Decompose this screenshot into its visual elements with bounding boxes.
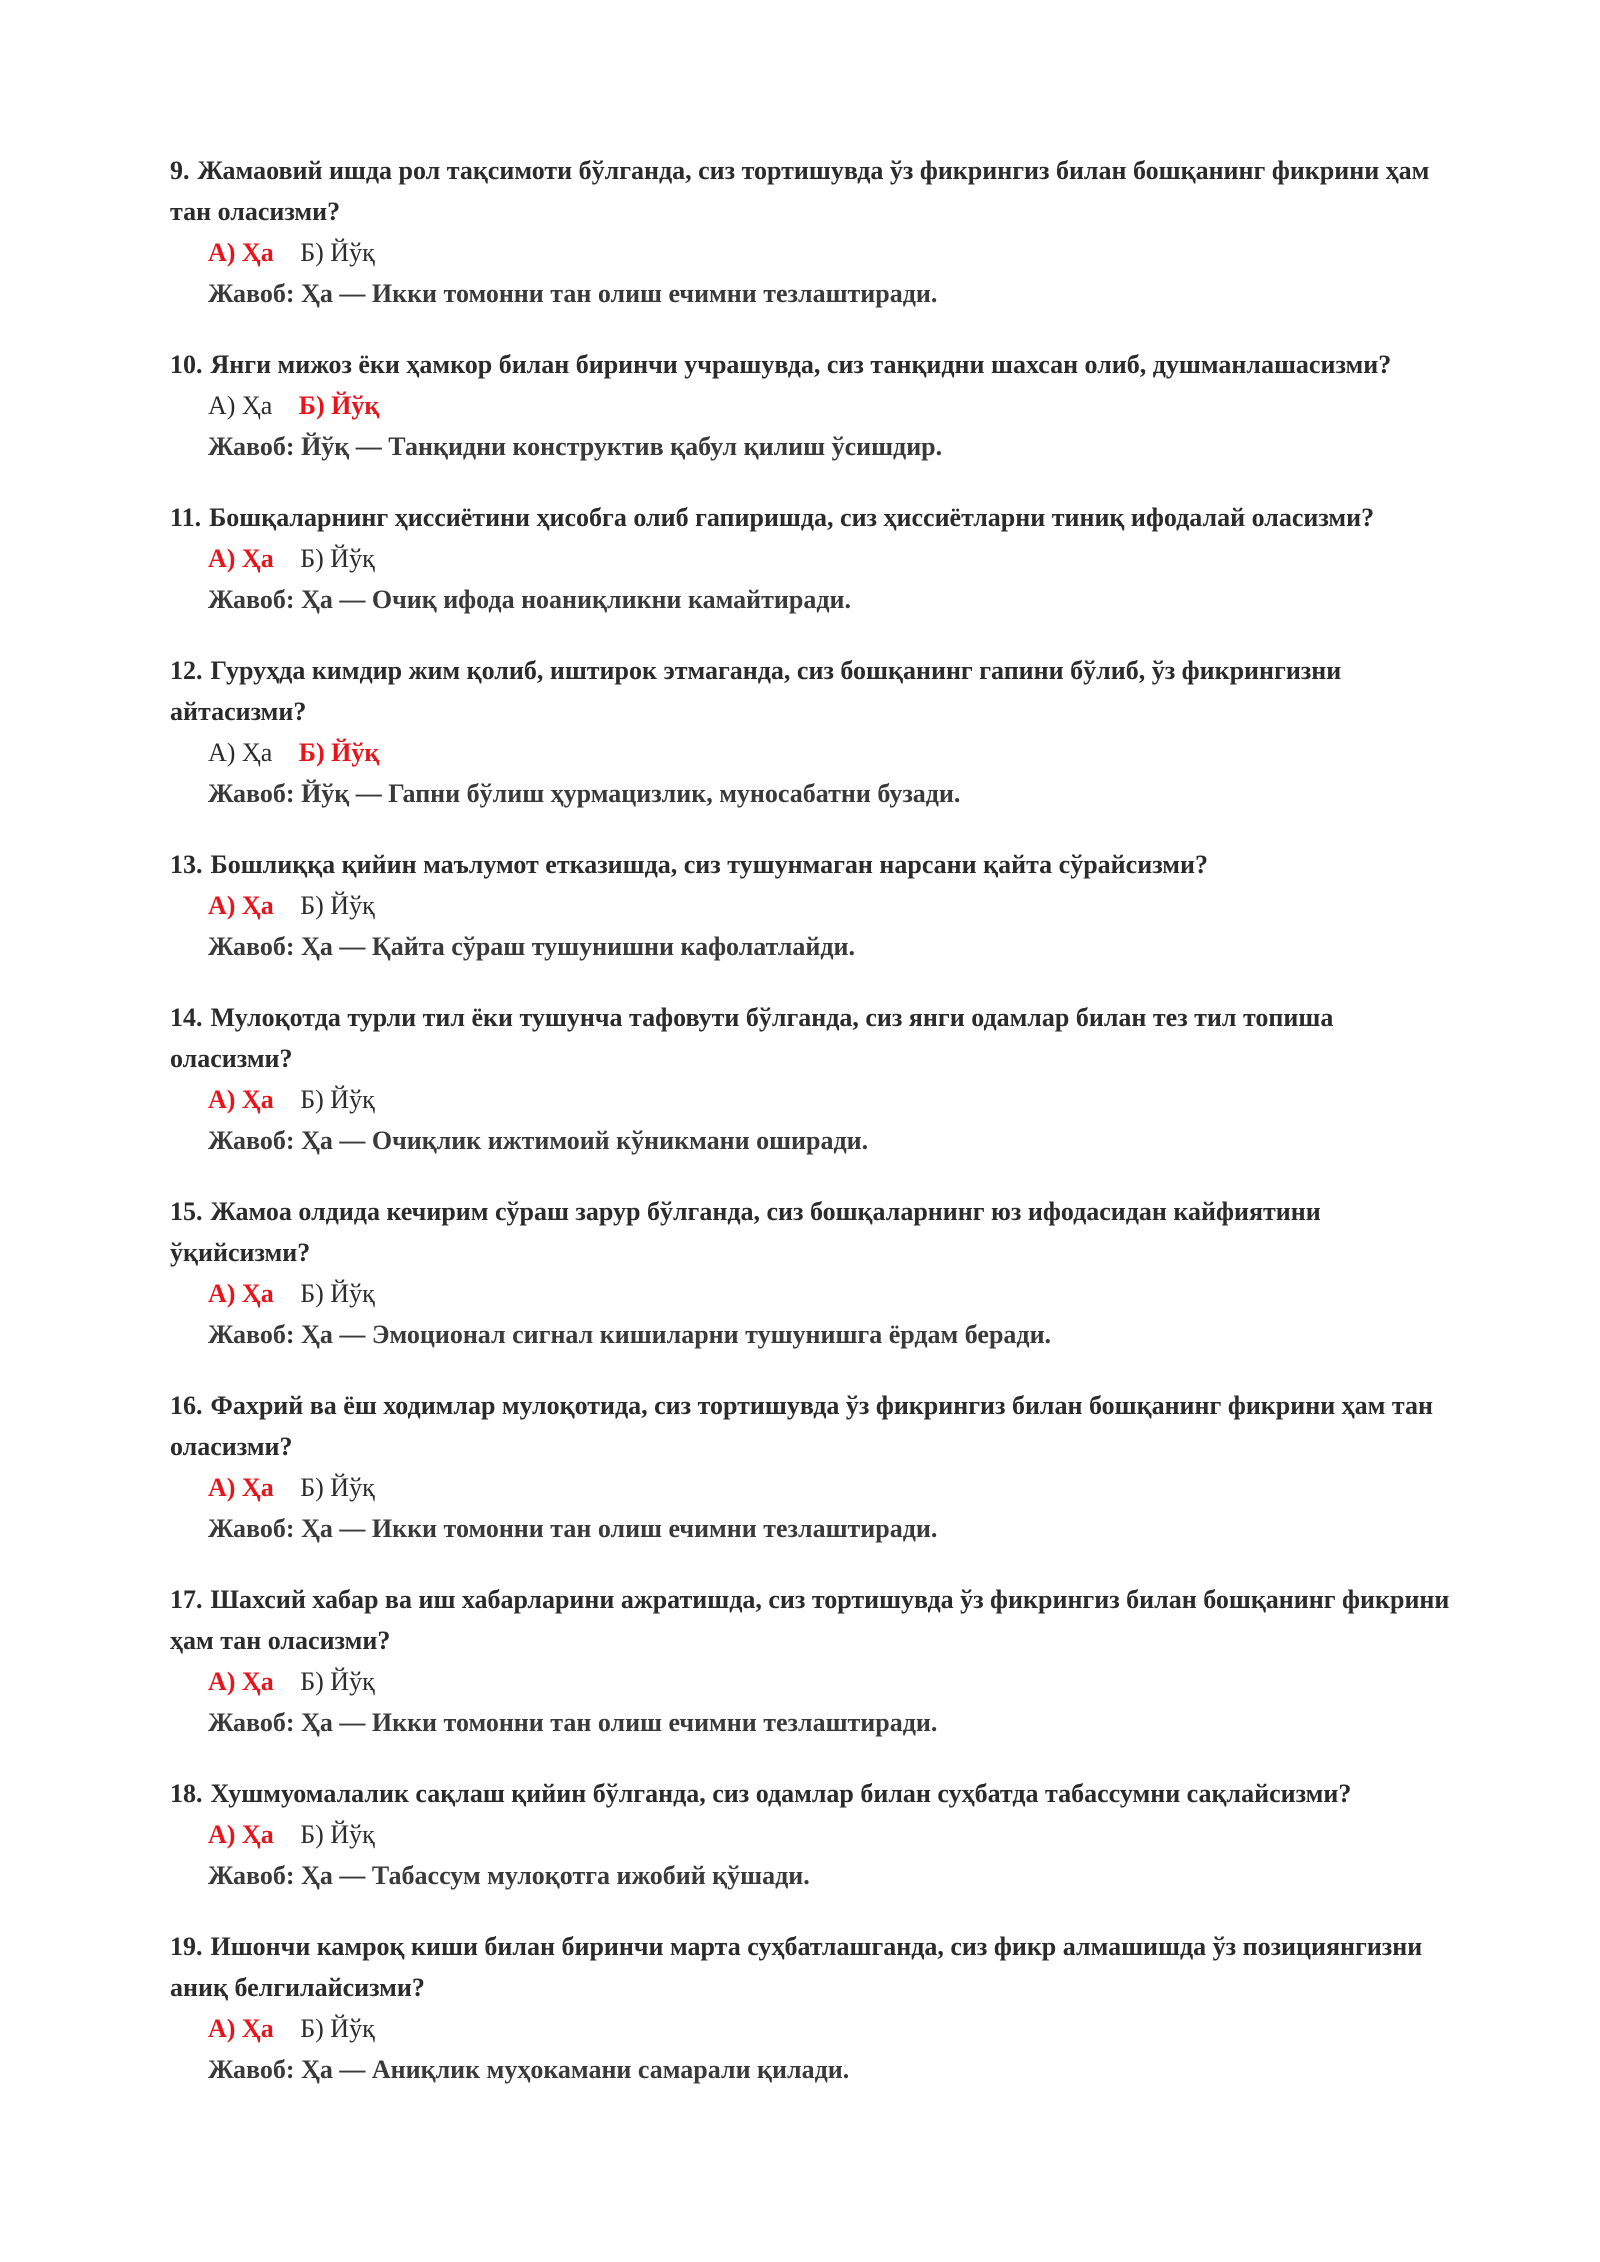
- question-number: 12.: [170, 656, 203, 685]
- option-a: А) Ҳа: [208, 1279, 274, 1308]
- option-b: Б) Йўқ: [300, 544, 375, 573]
- question-item: [170, 1191, 1450, 1355]
- question-text: Жамоа олдида кечирим сўраш зарур бўлганда, сиз бошқаларнинг юз ифодасидан кайфиятини ўқийсизми?: [170, 1197, 1321, 1267]
- question-text: Гуруҳда кимдир жим қолиб, иштирок этмаганда, сиз бошқанинг гапини бўлиб, ўз фикрингизни айтасизми?: [170, 656, 1342, 726]
- question-item: [170, 497, 1450, 620]
- answer-text: Жавоб: Йўқ — Танқидни конструктив қабул қилиш ўсишдир.: [208, 432, 943, 461]
- question-item: [170, 650, 1450, 814]
- options-row: [208, 732, 1450, 773]
- options-row: [208, 232, 1450, 273]
- question-number: 11.: [170, 503, 202, 532]
- question-number: 14.: [170, 1003, 203, 1032]
- option-b: Б) Йўқ: [300, 1085, 375, 1114]
- question-item: [170, 344, 1450, 467]
- question-number: 15.: [170, 1197, 203, 1226]
- option-a: А) Ҳа: [208, 891, 274, 920]
- option-a: А) Ҳа: [208, 238, 274, 267]
- option-a: А) Ҳа: [208, 2014, 274, 2043]
- question-text: Фахрий ва ёш ходимлар мулоқотида, сиз тортишувда ўз фикрингиз билан бошқанинг фикрини ҳам тан оласизми?: [170, 1391, 1433, 1461]
- option-a: А) Ҳа: [208, 1667, 274, 1696]
- question-number: 9.: [170, 156, 190, 185]
- question-item: [170, 150, 1450, 314]
- options-row: [208, 1467, 1450, 1508]
- options-row: [208, 538, 1450, 579]
- options-row: [208, 1273, 1450, 1314]
- answer-text: Жавоб: Ҳа — Аниқлик муҳокамани самарали қилади.: [208, 2055, 850, 2084]
- options-row: [208, 1079, 1450, 1120]
- answer-text: Жавоб: Ҳа — Икки томонни тан олиш ечимни тезлаштиради.: [208, 1708, 938, 1737]
- option-a: А) Ҳа: [208, 1473, 274, 1502]
- option-a: А) Ҳа: [208, 1085, 274, 1114]
- options-row: [208, 385, 1450, 426]
- option-b: Б) Йўқ: [300, 1473, 375, 1502]
- option-b: Б) Йўқ: [298, 391, 380, 420]
- answer-text: Жавоб: Ҳа — Очиқ ифода ноаниқликни камайтиради.: [208, 585, 851, 614]
- option-a: А) Ҳа: [208, 1820, 274, 1849]
- question-item: [170, 997, 1450, 1161]
- question-list: [170, 150, 1450, 2120]
- option-b: Б) Йўқ: [300, 238, 375, 267]
- question-text: Хушмуомалалик сақлаш қийин бўлганда, сиз одамлар билан суҳбатда табассумни сақлайсизми?: [210, 1779, 1352, 1808]
- question-text: Ишончи камроқ киши билан биринчи марта суҳбатлашганда, сиз фикр алмашишда ўз позициянгизни аниқ белгилайсизми?: [170, 1932, 1423, 2002]
- question-number: 10.: [170, 350, 203, 379]
- question-number: 17.: [170, 1585, 203, 1614]
- option-a: А) Ҳа: [208, 544, 274, 573]
- answer-text: Жавоб: Ҳа — Эмоционал сигнал кишиларни тушунишга ёрдам беради.: [208, 1320, 1052, 1349]
- question-item: [170, 1385, 1450, 1549]
- options-row: [208, 1661, 1450, 1702]
- answer-text: Жавоб: Ҳа — Икки томонни тан олиш ечимни тезлаштиради.: [208, 279, 938, 308]
- answer-text: Жавоб: Ҳа — Икки томонни тан олиш ечимни тезлаштиради.: [208, 1514, 938, 1543]
- option-b: Б) Йўқ: [298, 738, 380, 767]
- options-row: [208, 885, 1450, 926]
- question-number: 16.: [170, 1391, 203, 1420]
- option-b: Б) Йўқ: [300, 2014, 375, 2043]
- question-item: [170, 1579, 1450, 1743]
- answer-text: Жавоб: Йўқ — Гапни бўлиш ҳурмацизлик, муносабатни бузади.: [208, 779, 961, 808]
- question-text: Жамаовий ишда рол тақсимоти бўлганда, сиз тортишувда ўз фикрингиз билан бошқанинг фикрини ҳам тан оласизми?: [170, 156, 1430, 226]
- option-b: Б) Йўқ: [300, 1667, 375, 1696]
- option-b: Б) Йўқ: [300, 1279, 375, 1308]
- answer-text: Жавоб: Ҳа — Очиқлик ижтимоий кўникмани оширади.: [208, 1126, 869, 1155]
- question-text: Бошлиққа қийин маълумот етказишда, сиз тушунмаган нарсани қайта сўрайсизми?: [210, 850, 1208, 879]
- options-row: [208, 2008, 1450, 2049]
- option-a: А) Ҳа: [208, 738, 273, 767]
- option-a: А) Ҳа: [208, 391, 273, 420]
- question-text: Янги мижоз ёки ҳамкор билан биринчи учрашувда, сиз танқидни шахсан олиб, душманлашасизми?: [210, 350, 1392, 379]
- question-text: Мулоқотда турли тил ёки тушунча тафовути бўлганда, сиз янги одамлар билан тез тил топиша оласизми?: [170, 1003, 1334, 1073]
- answer-text: Жавоб: Ҳа — Табассум мулоқотга ижобий қўшади.: [208, 1861, 810, 1890]
- question-text: Бошқаларнинг ҳиссиётини ҳисобга олиб гапиришда, сиз ҳиссиётларни тиниқ ифодалай оласизми?: [209, 503, 1375, 532]
- question-number: 13.: [170, 850, 203, 879]
- option-b: Б) Йўқ: [300, 1820, 375, 1849]
- question-item: [170, 1773, 1450, 1896]
- option-b: Б) Йўқ: [300, 891, 375, 920]
- question-number: 18.: [170, 1779, 203, 1808]
- question-text: Шахсий хабар ва иш хабарларини ажратишда, сиз тортишувда ўз фикрингиз билан бошқанинг фикрини ҳам тан оласизми?: [170, 1585, 1450, 1655]
- options-row: [208, 1814, 1450, 1855]
- question-number: 19.: [170, 1932, 203, 1961]
- answer-text: Жавоб: Ҳа — Қайта сўраш тушунишни кафолатлайди.: [208, 932, 855, 961]
- question-item: [170, 1926, 1450, 2090]
- question-item: [170, 844, 1450, 967]
